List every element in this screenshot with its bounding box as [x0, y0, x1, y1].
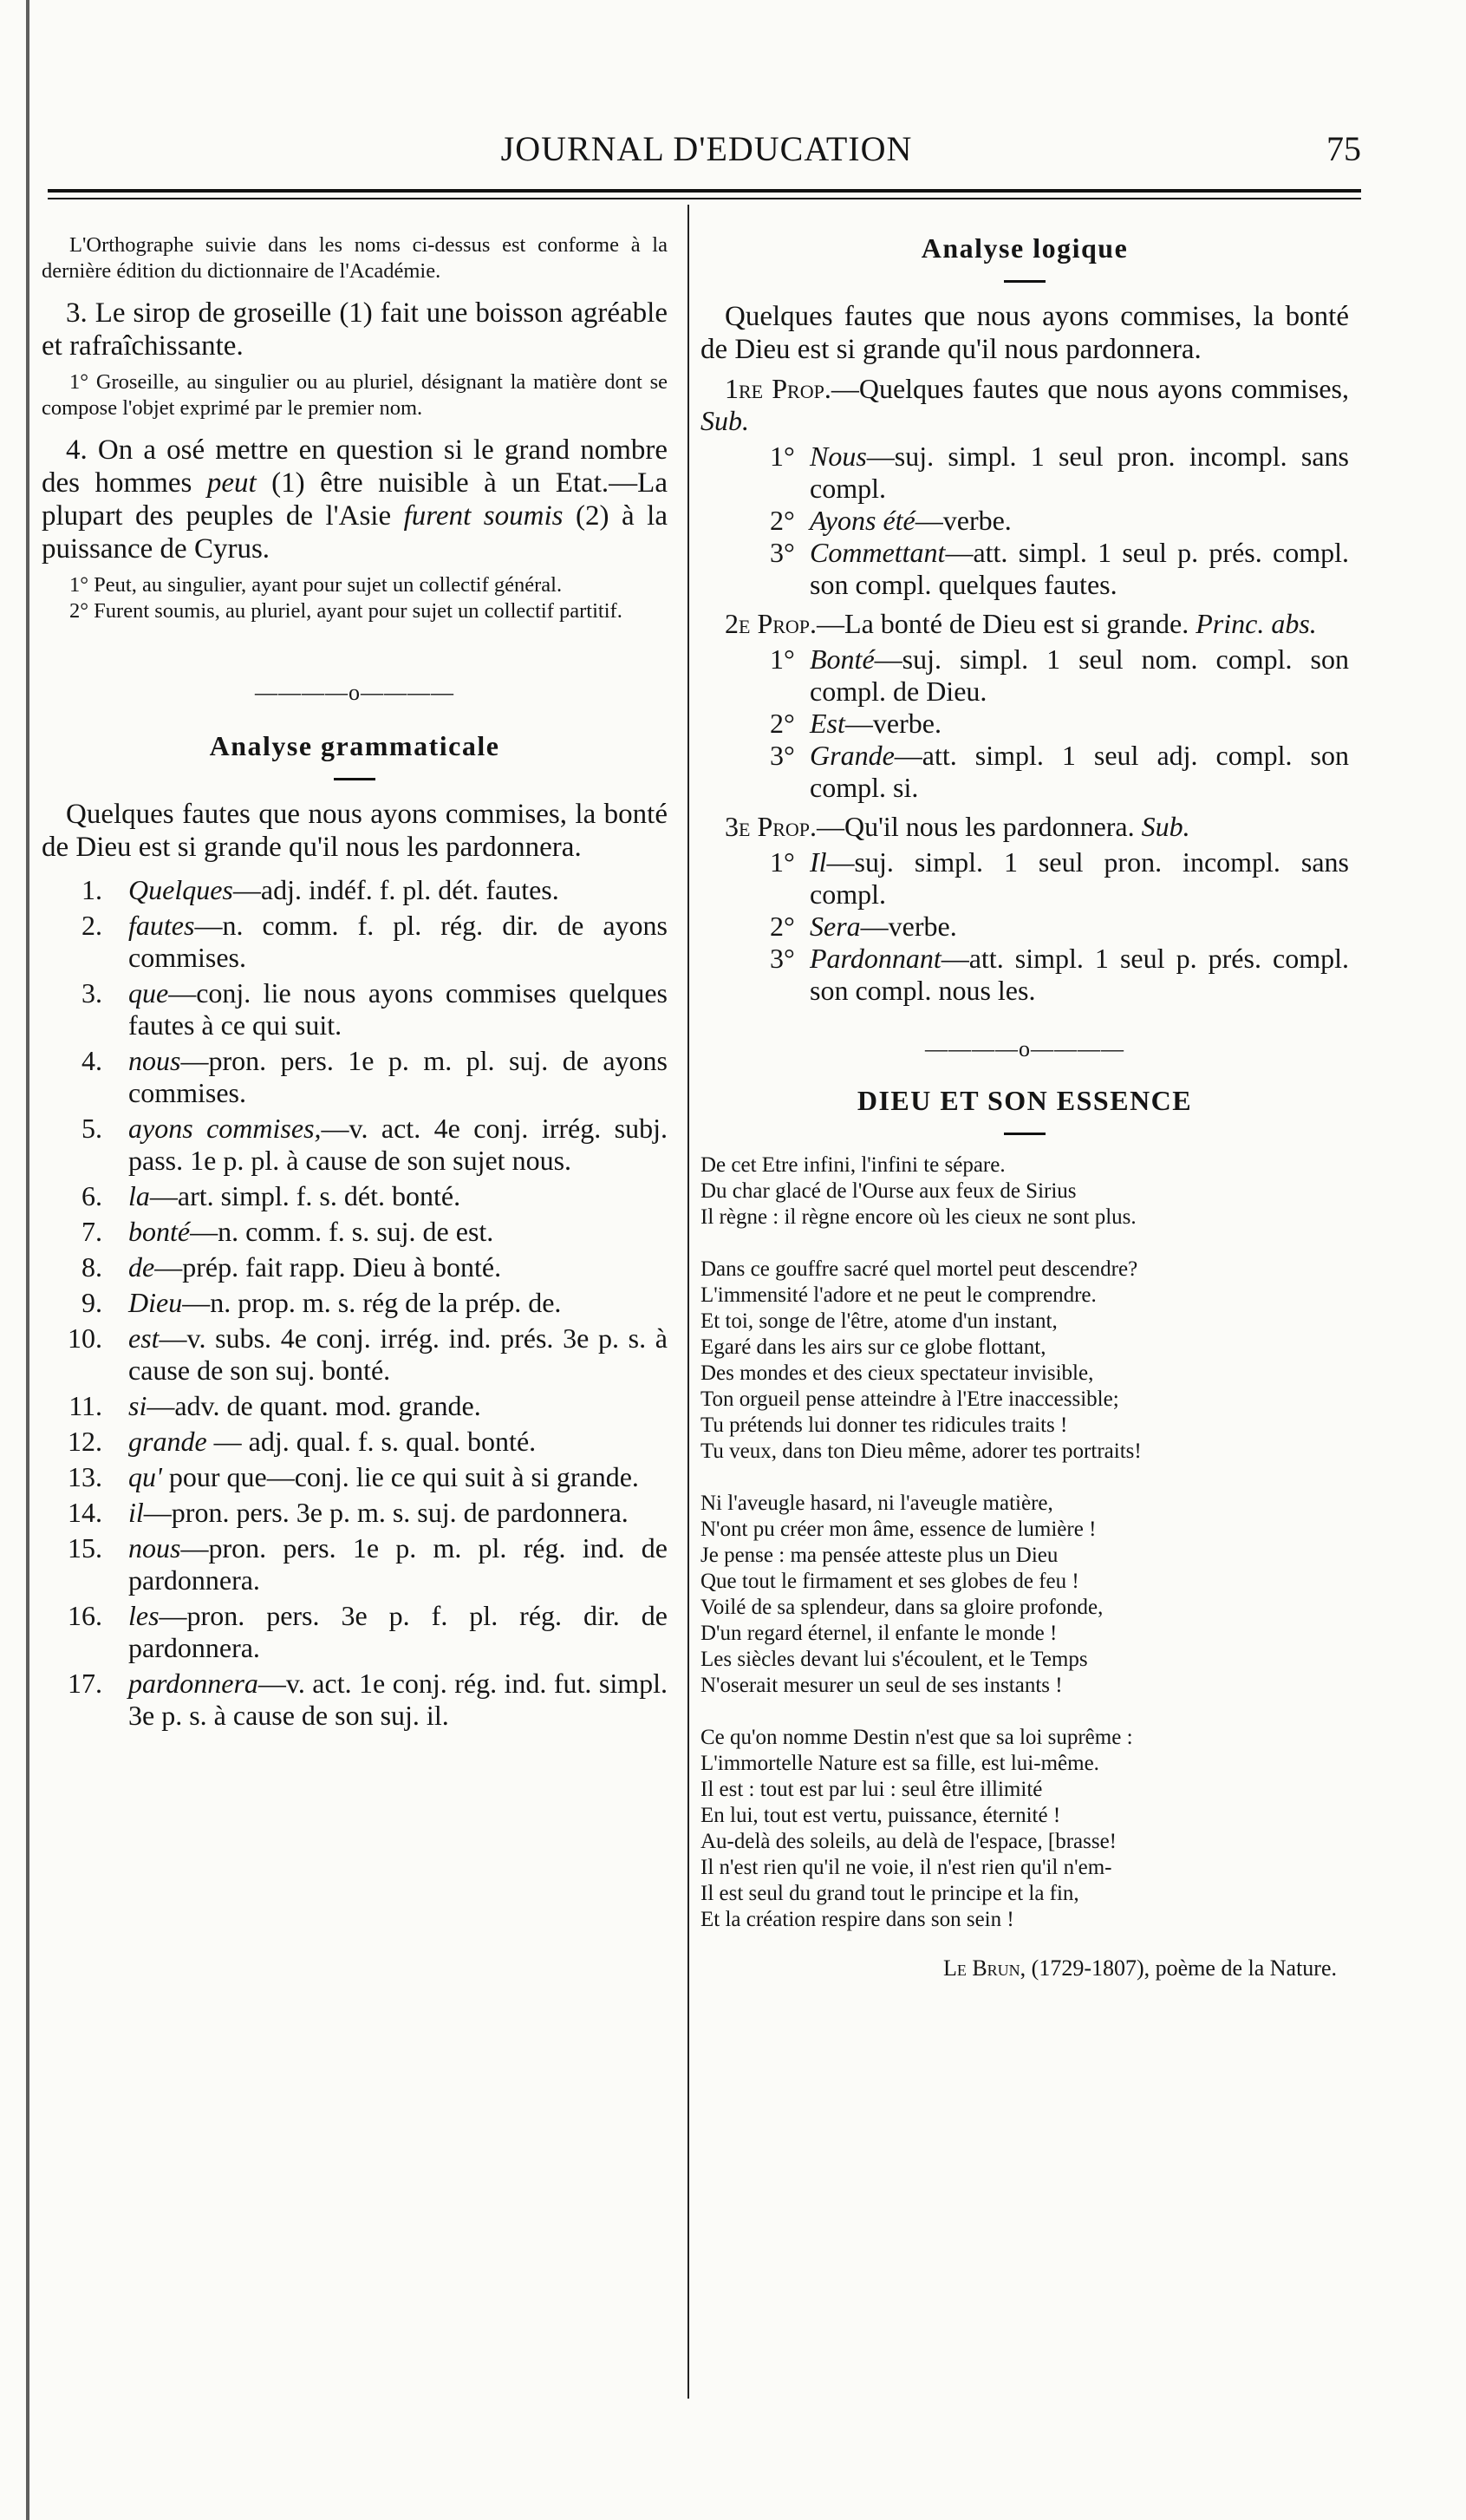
poem-line: D'un regard éternel, il enfante le monde ! [700, 1622, 1058, 1645]
item-number: 7. [81, 1216, 102, 1247]
item-number: 8. [81, 1251, 102, 1283]
proposition-parts [700, 846, 1349, 1007]
poem-line: Que tout le firmament et ses globes de feu ! [700, 1570, 1079, 1593]
analysed-word: si [128, 1390, 147, 1421]
analysed-word: la [128, 1180, 150, 1211]
page-header [52, 128, 1361, 177]
poem-line: Il est : tout est par lui : seul être illimité [700, 1778, 1043, 1801]
item-number: 2. [81, 910, 102, 941]
poem-attribution: Le Brun, (1729-1807), poème de la Nature. [942, 1955, 1337, 1981]
item-description: —n. comm. f. pl. rég. dir. de ayons commises. [128, 910, 668, 973]
title-dash [1004, 1133, 1046, 1135]
poem-line: Au-delà des soleils, au delà de l'espace, [brasse! [700, 1830, 1117, 1853]
poem-line: Voilé de sa splendeur, dans sa gloire profonde, [700, 1596, 1104, 1619]
analysis-item [42, 1216, 668, 1248]
item-description: —pron. pers. 3e p. f. pl. rég. dir. de pardonnera. [128, 1600, 668, 1663]
proposition-part: 3° Grande—att. simpl. 1 seul adj. compl. son compl. si. [770, 740, 1349, 803]
poem-line: Il n'est rien qu'il ne voie, il n'est rien qu'il n'em- [700, 1856, 1112, 1879]
example-sentence-4: 4. On a osé mettre en question si le grand nombre des hommes peut (1) être nuisible à un Etat.—La plupart des peuples de l'Asie furent soumis (2) à la puissance de Cyrus. [42, 434, 668, 565]
poem-line: Il est seul du grand tout le principe et la fin, [700, 1882, 1079, 1905]
item-description: —pron. pers. 3e p. m. s. suj. de pardonnera. [143, 1497, 629, 1528]
item-description: —conj. lie nous ayons commises quelques fautes à ce qui suit. [128, 977, 668, 1041]
grammatical-analysis-list [42, 874, 668, 1732]
column-divider [687, 205, 689, 2399]
proposition-parts [700, 441, 1349, 601]
item-number: 17. [68, 1668, 102, 1699]
poem [700, 1152, 1349, 1933]
proposition-list [700, 373, 1349, 1007]
analysed-word: qu' [128, 1461, 162, 1492]
poem-line: Dans ce gouffre sacré quel mortel peut descendre? [700, 1257, 1138, 1281]
item-description: —adv. de quant. mod. grande. [147, 1390, 481, 1421]
item-number: 12. [68, 1426, 102, 1457]
item-number: 13. [68, 1461, 102, 1492]
poem-line: Les siècles devant lui s'écoulent, et le Temps [700, 1648, 1088, 1671]
analysed-word: que [128, 977, 169, 1009]
item-description: —art. simpl. f. s. dét. bonté. [149, 1180, 461, 1211]
analysed-word: il [128, 1497, 144, 1528]
poem-stanza [700, 1152, 1349, 1231]
section-separator: ————o———— [925, 1036, 1124, 1061]
poem-line: N'oserait mesurer un seul de ses instants ! [700, 1674, 1063, 1697]
poem-line: Des mondes et des cieux spectateur invisible, [700, 1361, 1094, 1385]
analysed-word: grande [128, 1426, 207, 1457]
poem-title: DIEU ET SON ESSENCE [857, 1085, 1193, 1116]
proposition-part: 1° Bonté—suj. simpl. 1 seul nom. compl. son compl. de Dieu. [770, 643, 1349, 707]
item-number: 14. [68, 1497, 102, 1528]
item-description: —v. subs. 4e conj. irrég. ind. prés. 3e p. s. à cause de son suj. bonté. [128, 1322, 668, 1386]
item-number: 16. [68, 1600, 102, 1631]
proposition-heading: 1re Prop.—Quelques fautes que nous ayons commises, Sub. [700, 373, 1349, 436]
poem-line: Ton orgueil pense atteindre à l'Etre inaccessible; [700, 1387, 1119, 1411]
item-description: —v. act. 4e conj. irrég. subj. pass. 1e p. pl. à cause de son sujet nous. [128, 1113, 668, 1176]
analysis-item [42, 977, 668, 1041]
example-sentence-3: 3. Le sirop de groseille (1) fait une boisson agréable et rafraîchissante. [42, 297, 668, 362]
analysed-word: Dieu [128, 1287, 183, 1318]
item-number: 9. [81, 1287, 102, 1318]
poem-line: L'immortelle Nature est sa fille, est lui-même. [700, 1752, 1099, 1775]
item-description: pour que—conj. lie ce qui suit à si grande. [161, 1461, 639, 1492]
analysed-word: nous [128, 1045, 181, 1076]
item-description: —n. prop. m. s. rég de la prép. de. [182, 1287, 562, 1318]
poem-line: Je pense : ma pensée atteste plus un Dieu [700, 1544, 1059, 1567]
proposition-heading: 3e Prop.—Qu'il nous les pardonnera. Sub. [725, 811, 1190, 842]
item-description: —v. act. 1e conj. rég. ind. fut. simpl. 3e p. s. à cause de son suj. il. [128, 1668, 668, 1731]
proposition-part: 1° Nous—suj. simpl. 1 seul pron. incompl. sans compl. [770, 441, 1349, 504]
item-number: 10. [68, 1322, 102, 1354]
proposition-part: 2° Sera—verbe. [770, 911, 957, 942]
item-description: —n. comm. f. s. suj. de est. [190, 1216, 494, 1247]
analysis-item [42, 910, 668, 974]
item-description: —adj. indéf. f. pl. dét. fautes. [232, 874, 559, 905]
title-dash [1004, 280, 1046, 283]
poem-line: L'immensité l'adore et ne peut le comprendre. [700, 1283, 1097, 1307]
poem-line: Egaré dans les airs sur ce globe flottant, [700, 1335, 1046, 1359]
analysis-item [42, 1390, 668, 1422]
item-number: 11. [68, 1390, 102, 1421]
poem-line: N'ont pu créer mon âme, essence de lumière ! [700, 1518, 1097, 1541]
analysis-item [42, 1461, 668, 1493]
proposition-part: 2° Ayons été—verbe. [770, 505, 1012, 536]
section-title-grammaticale: Analyse grammaticale [209, 730, 500, 761]
proposition-part: 3° Commettant—att. simpl. 1 seul p. prés. compl. son compl. quelques fautes. [770, 537, 1349, 600]
poem-line: Tu veux, dans ton Dieu même, adorer tes portraits! [700, 1440, 1142, 1463]
analysed-word: de [128, 1251, 155, 1283]
analysis-item [42, 874, 668, 906]
proposition-heading: 2e Prop.—La bonté de Dieu est si grande. Princ. abs. [725, 608, 1317, 639]
proposition-part: 3° Pardonnant—att. simpl. 1 seul p. prés. compl. son compl. nous les. [770, 943, 1349, 1006]
header-rule [48, 189, 1361, 193]
footnote-groseille: 1° Groseille, au singulier ou au pluriel, désignant la matière dont se compose l'objet exprimé par le premier nom. [42, 370, 668, 420]
analysis-item [42, 1668, 668, 1732]
left-column [42, 232, 668, 1735]
section-title-logique: Analyse logique [921, 232, 1129, 264]
analysed-word: nous [128, 1532, 181, 1564]
analysed-word: est [128, 1322, 160, 1354]
analysed-word: ayons commises, [128, 1113, 322, 1144]
item-description: —pron. pers. 1e p. m. pl. rég. ind. de pardonnera. [128, 1532, 668, 1596]
item-description: —pron. pers. 1e p. m. pl. suj. de ayons commises. [128, 1045, 668, 1108]
binding-edge [26, 0, 29, 2520]
analysis-item [42, 1600, 668, 1664]
poem-line: Du char glacé de l'Ourse aux feux de Sirius [700, 1179, 1077, 1203]
item-description: —prép. fait rapp. Dieu à bonté. [154, 1251, 502, 1283]
item-number: 1. [81, 874, 102, 905]
proposition-part: 1° Il—suj. simpl. 1 seul pron. incompl. sans compl. [770, 846, 1349, 910]
poem-line: Tu prétends lui donner tes ridicules traits ! [700, 1413, 1068, 1437]
poem-line: Et toi, songe de l'être, atome d'un instant, [700, 1309, 1058, 1333]
item-number: 3. [81, 977, 102, 1009]
analysed-word: les [128, 1600, 160, 1631]
section-separator: ————o———— [255, 680, 454, 705]
poem-line: Et la création respire dans son sein ! [700, 1908, 1014, 1931]
journal-title: JOURNAL D'EDUCATION [500, 129, 913, 168]
item-number: 4. [81, 1045, 102, 1076]
analysed-word: pardonnera [128, 1668, 258, 1699]
title-dash [334, 778, 375, 780]
poem-line: En lui, tout est vertu, puissance, éternité ! [700, 1804, 1061, 1827]
analysed-sentence: Quelques fautes que nous ayons commises, la bonté de Dieu est si grande qu'il nous les pardonnera. [42, 799, 668, 863]
header-rule-thin [48, 198, 1361, 199]
logical-sentence: Quelques fautes que nous ayons commises, la bonté de Dieu est si grande qu'il nous pardonnera. [700, 301, 1349, 365]
poem-stanza [700, 1725, 1349, 1933]
poem-stanza [700, 1257, 1349, 1465]
proposition-parts [700, 643, 1349, 804]
page-number: 75 [1326, 129, 1361, 168]
analysis-item [42, 1287, 668, 1319]
item-number: 6. [81, 1180, 102, 1211]
poem-line: Il règne : il règne encore où les cieux ne sont plus. [700, 1205, 1137, 1229]
footnote-furent-soumis: 2° Furent soumis, au pluriel, ayant pour sujet un collectif partitif. [69, 599, 622, 623]
poem-line: De cet Etre infini, l'infini te sépare. [700, 1153, 1006, 1177]
proposition-part: 2° Est—verbe. [770, 708, 941, 739]
analysis-item [42, 1045, 668, 1109]
analysis-item [42, 1426, 668, 1458]
item-number: 5. [81, 1113, 102, 1144]
analysis-item [42, 1532, 668, 1596]
analysed-word: bonté [128, 1216, 191, 1247]
analysed-word: Quelques [128, 874, 233, 905]
analysis-item [42, 1180, 668, 1212]
analysis-item [42, 1497, 668, 1529]
right-column [700, 232, 1349, 1981]
footnote-peut: 1° Peut, au singulier, ayant pour sujet un collectif général. [69, 573, 563, 597]
poem-stanza [700, 1491, 1349, 1699]
orthographe-note: L'Orthographe suivie dans les noms ci-dessus est conforme à la dernière édition du dictionnaire de l'Académie. [42, 233, 668, 283]
item-description: — adj. qual. f. s. qual. bonté. [206, 1426, 537, 1457]
analysis-item [42, 1251, 668, 1283]
analysed-word: fautes [128, 910, 195, 941]
analysis-item [42, 1113, 668, 1177]
poem-line: Ce qu'on nomme Destin n'est que sa loi suprême : [700, 1726, 1133, 1749]
item-number: 15. [68, 1532, 102, 1564]
poem-line: Ni l'aveugle hasard, ni l'aveugle matière, [700, 1492, 1053, 1515]
analysis-item [42, 1322, 668, 1387]
